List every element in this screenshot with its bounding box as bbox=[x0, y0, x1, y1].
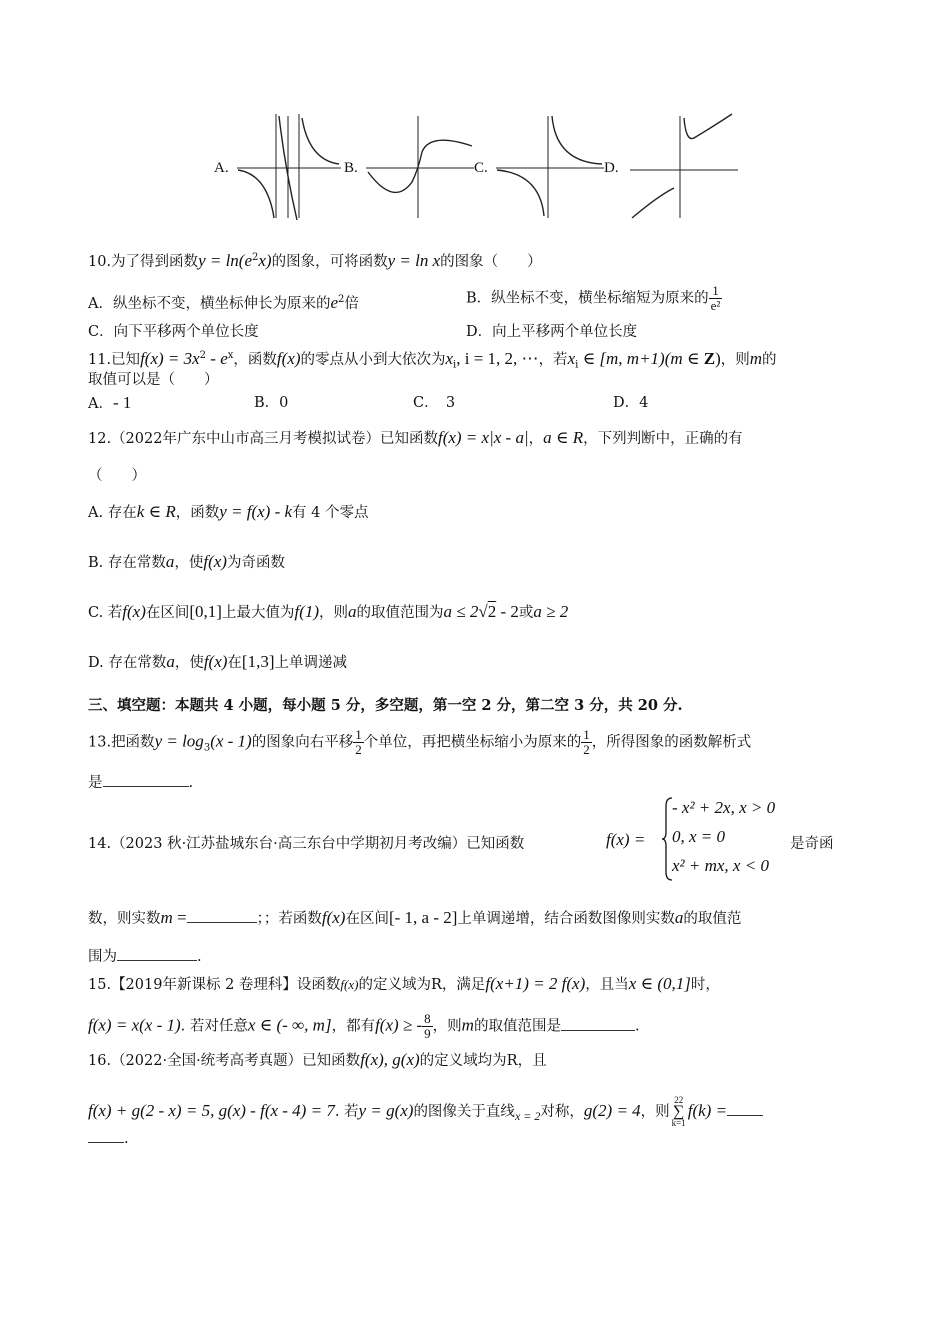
graph-d bbox=[628, 112, 740, 220]
graph-label-a: A. bbox=[214, 160, 229, 176]
q11-stem-line1: 11.已知$f(x) = 3x^2 - e^x$，函数f(x)的零点从小到大依次为$x_i$, i = 1, 2, ⋯，若$x_i$ ∈ [m, m+1)(m ∈ Z)，则m的 bbox=[88, 348, 777, 371]
q12-option-b: B. 存在常数a，使f(x)为奇函数 bbox=[88, 552, 285, 571]
q14-line2: 数，则实数m = ；；若函数f(x)在区间[- 1, a - 2]上单调递增，结合函数图像则实数a的取值范 bbox=[88, 908, 742, 927]
q16-line3: . bbox=[88, 1128, 129, 1149]
q16-stem: 16.（2022·全国·统考高考真题）已知函数f(x), g(x)的定义域均为R，且 bbox=[88, 1050, 547, 1069]
q16-answer-blank-a[interactable] bbox=[727, 1101, 763, 1116]
graph-a bbox=[235, 112, 345, 220]
q14-stem-tail: 是奇函 bbox=[790, 836, 834, 852]
q14-answer-blank-1[interactable] bbox=[187, 908, 257, 923]
q12-option-c: C. 若f(x)在区间[0,1]上最大值为f(1)，则a的取值范围为a ≤ 2√2 - 2或a ≥ 2 bbox=[88, 602, 569, 621]
graph-label-b: B. bbox=[344, 160, 358, 176]
q13-answer-blank[interactable] bbox=[103, 772, 189, 787]
graph-label-c: C. bbox=[474, 160, 488, 176]
q12-stem-paren: （ ） bbox=[88, 468, 146, 484]
q10-option-b: B．纵坐标不变，横坐标缩短为原来的 $\frac{1}{\text{e²}}$ bbox=[466, 283, 721, 313]
section-3-heading: 三、填空题：本题共 4 小题，每小题 5 分，多空题，第一空 2 分，第二空 3 分，共 20 分. bbox=[88, 697, 683, 714]
q12-option-a: A. 存在k ∈ R，函数y = f(x) - k有 4 个零点 bbox=[88, 502, 369, 521]
q14-case-1: - x² + 2x, x > 0 bbox=[672, 798, 776, 817]
q16-line2: f(x) + g(2 - x) = 5, g(x) - f(x - 4) = 7. 若y = g(x)的图像关于直线$_{x = 2}$对称，g(2) = 4，则 22 ∑ k=1 f(k) = bbox=[88, 1096, 763, 1128]
graph-b bbox=[364, 112, 476, 220]
q12-option-d: D. 存在常数a，使f(x)在[1,3]上单调递减 bbox=[88, 652, 347, 671]
q14-answer-blank-2[interactable] bbox=[117, 946, 197, 961]
q12-stem: 12.（2022年广东中山市高三月考模拟试卷）已知函数f(x) = x|x - a|，a ∈ R，下列判断中，正确的有 bbox=[88, 428, 743, 447]
q11-option-d: D．4 bbox=[613, 395, 649, 411]
q15-answer-blank[interactable] bbox=[561, 1016, 635, 1031]
q14-function: f(x) = bbox=[606, 830, 646, 849]
q10-option-d: D．向上平移两个单位长度 bbox=[466, 324, 638, 340]
q11-option-c: C． 3 bbox=[413, 395, 456, 411]
q14-line3: 围为 . bbox=[88, 946, 202, 967]
q13-stem: 13.把函数$y = \log_3(x - 1)$的图象向右平移 $\frac{1}{2}$ 个单位，再把横坐标缩小为原来的 $\frac{1}{2}$ ，所得图象的函数解析式 bbox=[88, 727, 752, 757]
q11-option-a: A．- 1 bbox=[88, 393, 132, 412]
q14-stem: 14.（2023 秋·江苏盐城东台·高三东台中学期初月考改编）已知函数 bbox=[88, 836, 525, 852]
q13-answer-line: 是 . bbox=[88, 772, 193, 793]
q11-option-b: B．0 bbox=[254, 395, 289, 411]
q16-answer-blank-b[interactable] bbox=[88, 1128, 124, 1143]
q14-case-2: 0, x = 0 bbox=[672, 827, 726, 846]
q11-stem-line2: 取值可以是（ ） bbox=[88, 372, 219, 388]
q15-stem: 15.【2019年新课标 2 卷理科】设函数f(x)的定义域为R，满足f(x+1) = 2 f(x)，且当x ∈ (0,1]时， bbox=[88, 974, 720, 993]
q10-option-a: A．纵坐标不变，横坐标伸长为原来的$e^2$倍 bbox=[88, 292, 359, 312]
graph-label-d: D. bbox=[604, 160, 619, 176]
q15-line2: f(x) = x(x - 1). 若对任意x ∈ (- ∞, m]，都有f(x) ≥ - $\frac{8}{9}$ ，则m的取值范围是 . bbox=[88, 1011, 640, 1041]
graph-c bbox=[494, 112, 606, 220]
q10-option-c: C．向下平移两个单位长度 bbox=[88, 324, 259, 340]
q14-case-3: x² + mx, x < 0 bbox=[672, 856, 769, 875]
q10-stem: 10.为了得到函数$y = \ln(e^2x)$的图象，可将函数y = ln x的图象（ ） bbox=[88, 250, 542, 270]
